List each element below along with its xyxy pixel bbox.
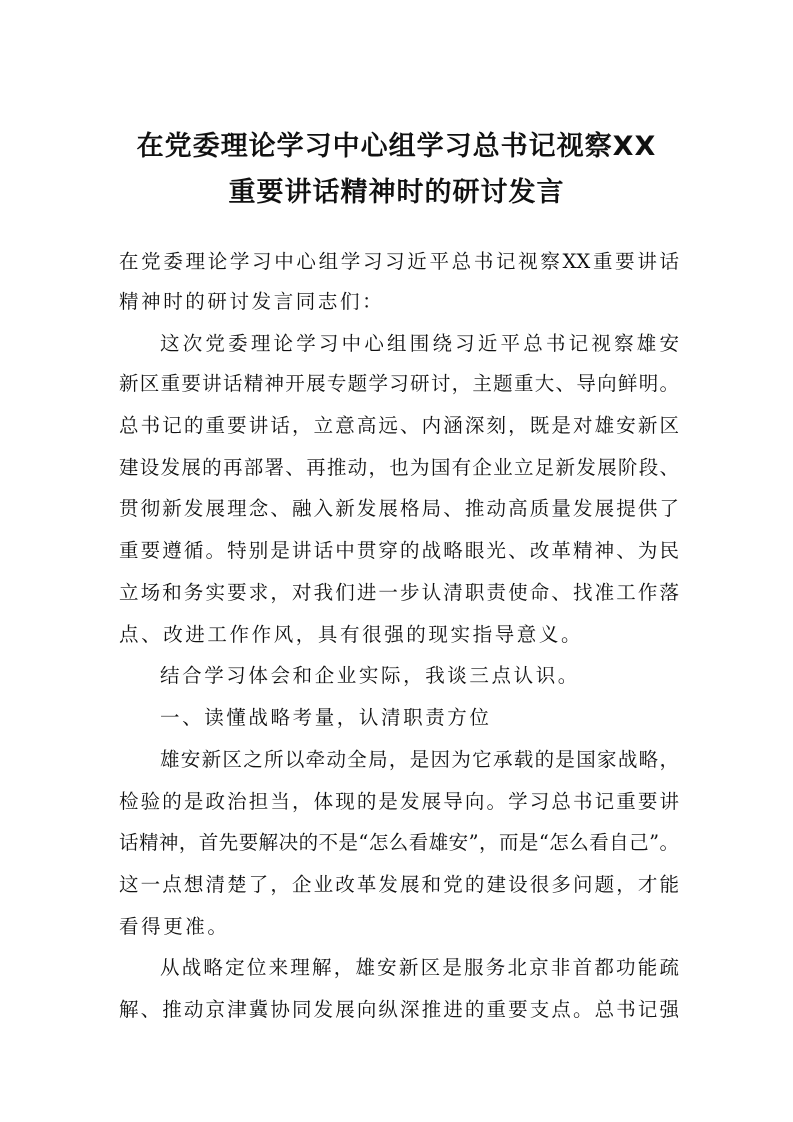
body-line: 重要遵循。特别是讲话中贯穿的战略眼光、改革精神、为民 bbox=[119, 539, 679, 562]
section-heading: 一、读懂战略考量，认清职责方位 bbox=[160, 706, 492, 729]
body-line: 雄安新区之所以牵动全局，是因为它承载的是国家战略， bbox=[160, 748, 679, 771]
body-line: 结合学习体会和企业实际，我谈三点认识。 bbox=[160, 664, 580, 687]
body-line: 解、推动京津冀协同发展向纵深推进的重要支点。总书记强 bbox=[119, 998, 679, 1021]
body-line: 从战略定位来理解，雄安新区是服务北京非首都功能疏 bbox=[160, 956, 679, 979]
body-line: 看得更准。 bbox=[119, 915, 230, 938]
document-title-line-2: 重要讲话精神时的研讨发言 bbox=[228, 177, 565, 208]
body-line: 立场和务实要求，对我们进一步认清职责使命、找准工作落 bbox=[119, 581, 679, 604]
body-line: 总书记的重要讲话，立意高远、内涵深刻，既是对雄安新区 bbox=[119, 414, 679, 437]
body-line: 精神时的研讨发言同志们： bbox=[119, 290, 385, 313]
body-line: 贯彻新发展理念、融入新发展格局、推动高质量发展提供了 bbox=[119, 497, 679, 520]
body-line: 话精神，首先要解决的不是“怎么看雄安”，而是“怎么看自己”。 bbox=[119, 831, 679, 854]
document-title-line-1: 在党委理论学习中心组学习总书记视察XX bbox=[136, 131, 657, 162]
body-line: 检验的是政治担当，体现的是发展导向。学习总书记重要讲 bbox=[119, 790, 679, 813]
body-line: 点、改进工作作风，具有很强的现实指导意义。 bbox=[119, 623, 584, 646]
body-line: 新区重要讲话精神开展专题学习研讨，主题重大、导向鲜明。 bbox=[119, 372, 679, 395]
body-line: 建设发展的再部署、再推动，也为国有企业立足新发展阶段、 bbox=[119, 456, 679, 479]
body-line: 这次党委理论学习中心组围绕习近平总书记视察雄安 bbox=[160, 332, 679, 355]
body-line: 这一点想清楚了，企业改革发展和党的建设很多问题，才能 bbox=[119, 873, 679, 896]
body-line: 在党委理论学习中心组学习习近平总书记视察XX重要讲话 bbox=[119, 250, 679, 273]
